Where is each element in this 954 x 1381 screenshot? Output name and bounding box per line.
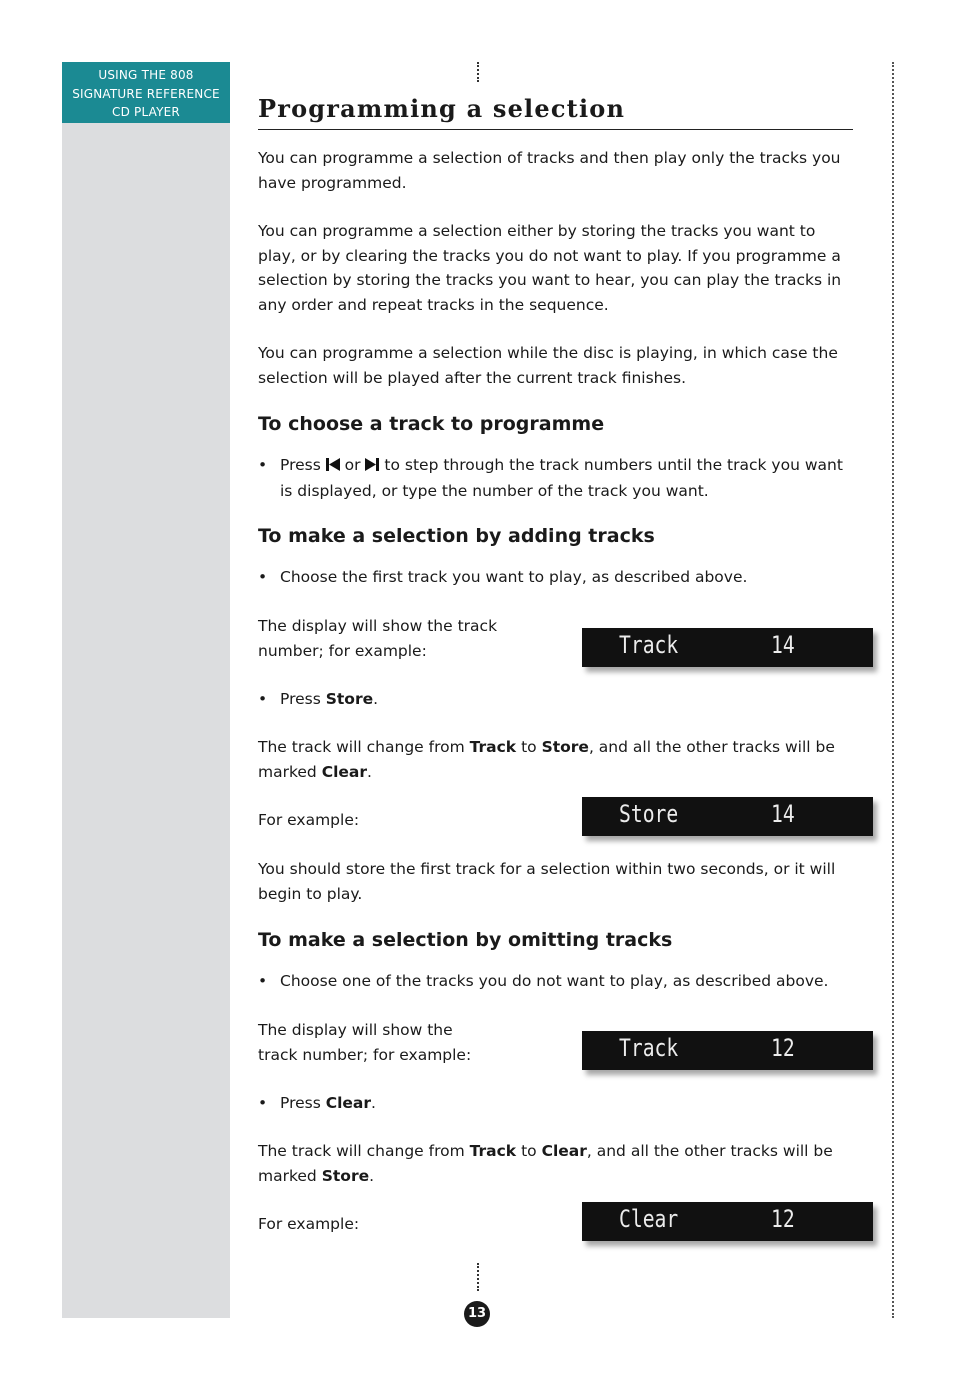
lcd-display-store-14 [582, 797, 873, 836]
store-timing-note: You should store the first track for a selection within two seconds, or it will begin to play. [258, 860, 836, 903]
skip-previous-icon [326, 454, 340, 479]
section-tab-line: CD PLAYER [112, 105, 180, 119]
display-note: The display will show the track number; for example: [258, 1021, 472, 1064]
top-dotted-marker [477, 62, 479, 82]
bullet-dot: • [258, 568, 268, 586]
lcd-number: 14 [771, 800, 795, 828]
lcd-display-track-12 [582, 1031, 873, 1070]
sidebar-panel [62, 62, 230, 1318]
lcd-word: Track [619, 631, 679, 659]
lcd-word: Track [619, 1034, 679, 1062]
right-dotted-rule [892, 62, 894, 1318]
lcd-display-track-14 [582, 628, 873, 667]
section-heading-omitting: To make a selection by omitting tracks [258, 929, 673, 951]
skip-next-icon [365, 454, 379, 479]
bullet-text: Choose one of the tracks you do not want to play, as described above. [280, 972, 829, 990]
bullet-text: Choose the first track you want to play, as described above. [280, 568, 748, 586]
section-tab [62, 62, 230, 123]
intro-paragraph: You can programme a selection either by storing the tracks you want to play, or by clearing the tracks you do not want to play. If you programme a selection by storing the tracks you want to hear, you can play the tracks in any order and repeat tracks in the sequence. [258, 222, 842, 314]
bullet-dot: • [258, 1094, 268, 1112]
change-paragraph: The track will change from Track to Store, and all the other tracks will be marked Clear. [258, 738, 835, 781]
section-tab-line: USING THE 808 [98, 68, 194, 82]
lcd-word: Store [619, 800, 679, 828]
bottom-dotted-marker [477, 1263, 479, 1291]
bullet-dot: • [258, 972, 268, 990]
intro-paragraph: You can programme a selection of tracks and then play only the tracks you have programmed. [258, 149, 841, 192]
intro-paragraph: You can programme a selection while the disc is playing, in which case the selection will be played after the current track finishes. [258, 344, 838, 387]
display-note: The display will show the track number; for example: [258, 617, 498, 660]
bullet-dot: • [258, 456, 268, 474]
page-number: 13 [464, 1301, 490, 1327]
bullet-text: Press Clear. [280, 1094, 376, 1112]
page-title: Programming a selection [258, 94, 853, 130]
section-tab-line: SIGNATURE REFERENCE [72, 86, 220, 101]
section-heading-choose: To choose a track to programme [258, 413, 605, 435]
lcd-number: 12 [771, 1034, 795, 1062]
bullet-dot: • [258, 690, 268, 708]
bullet-text: Press Store. [280, 690, 379, 708]
lcd-number: 12 [771, 1205, 795, 1233]
bullet-text: Press or to step through the track numbers until the track you want is displayed, or type the number of the track you want. [280, 456, 843, 500]
lcd-number: 14 [771, 631, 795, 659]
lcd-display-clear-12 [582, 1202, 873, 1241]
section-heading-adding: To make a selection by adding tracks [258, 525, 655, 547]
change-paragraph: The track will change from Track to Clear, and all the other tracks will be marked Store. [258, 1142, 833, 1185]
for-example-label: For example: [258, 811, 360, 829]
for-example-label: For example: [258, 1215, 360, 1233]
lcd-word: Clear [619, 1205, 679, 1233]
